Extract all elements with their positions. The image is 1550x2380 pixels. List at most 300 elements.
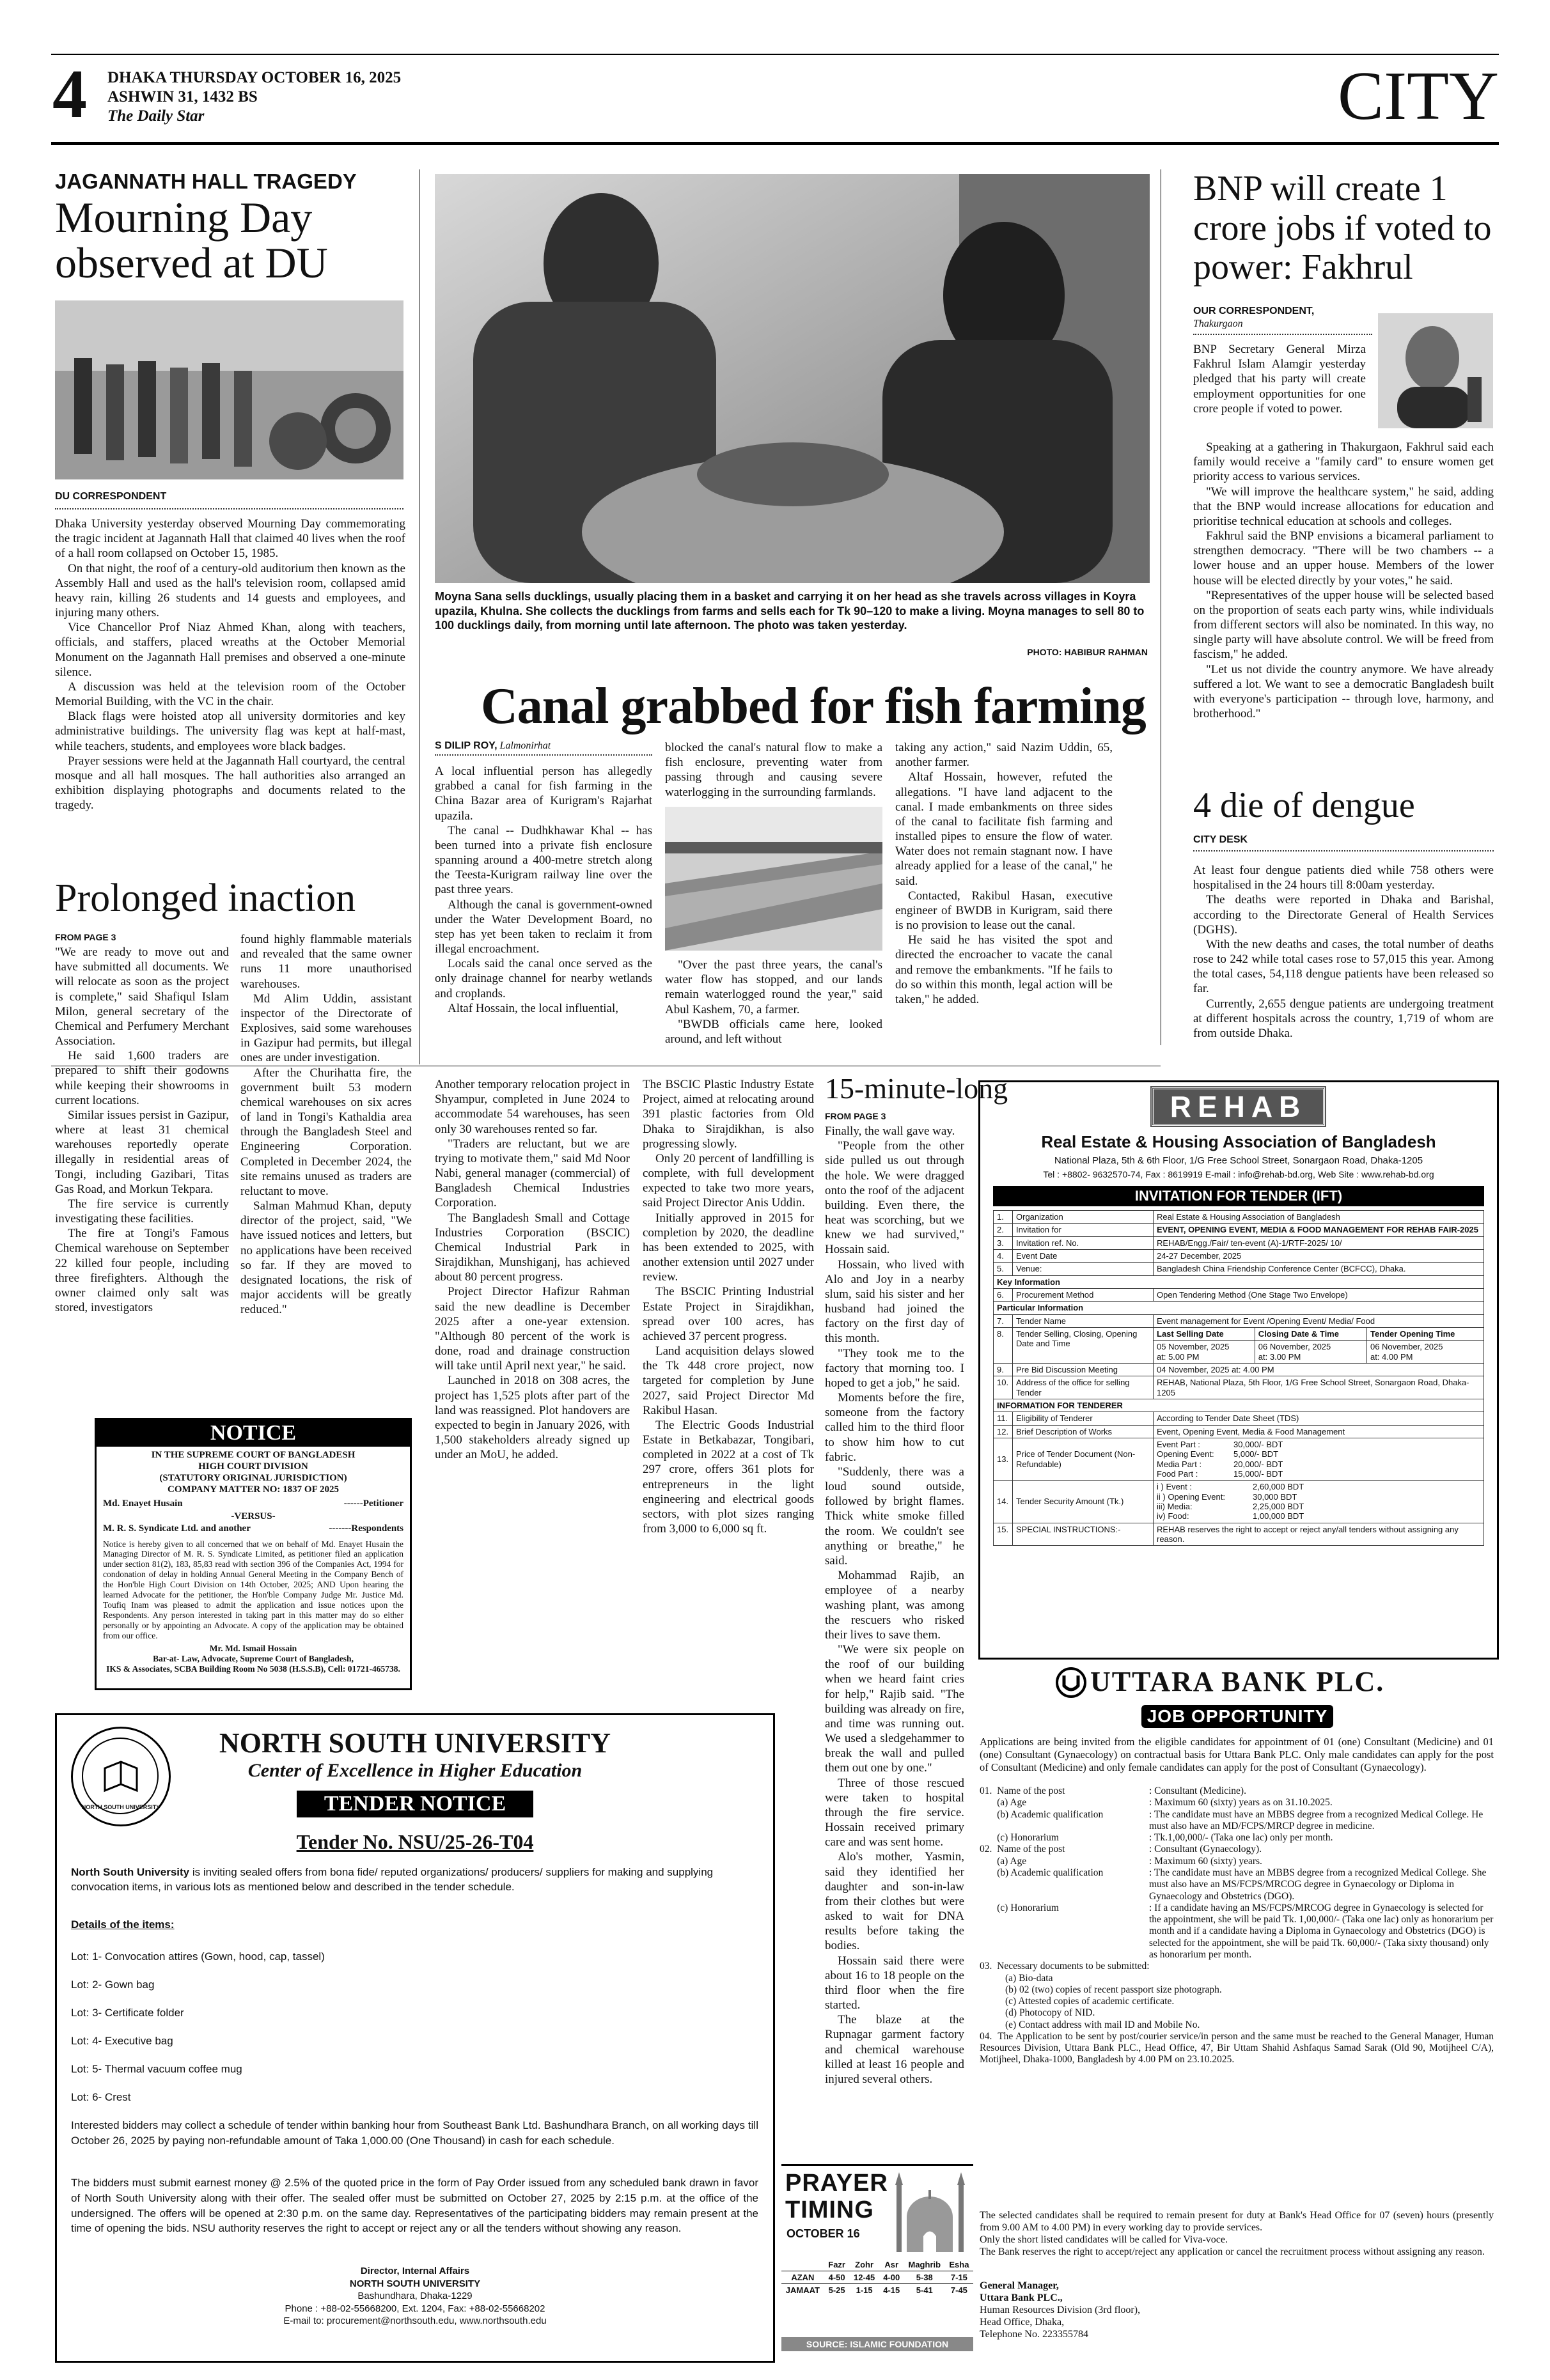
list-item: (a) Bio-data [1005, 1972, 1053, 1984]
rehab-name: Real Estate & Housing Association of Bangladesh [1041, 1132, 1436, 1151]
table-cell: Organization [1013, 1211, 1154, 1224]
rehab-address: National Plaza, 5th & 6th Floor, 1/G Free School Street, Sonargaon Road, Dhaka-1205 [1054, 1155, 1423, 1166]
job-signature [980, 2280, 1140, 2340]
table-cell: 7. [994, 1314, 1013, 1327]
table-row [994, 1425, 1484, 1438]
list-item: Lot: 2- Gown bag [71, 1979, 155, 1991]
paragraph: "Representatives of the upper house will be selected based on the proportion of seats each party wins, while individuals from different sectors will also be nominated. In this way, no single party will have absolute control. We will be freed from fascism," he added. [1193, 588, 1494, 662]
paragraph: The blaze at the Rupnagar garment factory and chemical warehouse killed at least 16 people and injured several others. [825, 2013, 964, 2086]
prayer-table [781, 2259, 973, 2296]
paragraph: Mohammad Rajib, an employee of a nearby washing plant, was among the rescuers who risked their lives to save them. [825, 1569, 964, 1642]
table-cell: 13. [994, 1438, 1013, 1480]
table-cell: 6. [994, 1288, 1013, 1301]
table-cell: Key Information [994, 1275, 1484, 1288]
table-cell: Procurement Method [1013, 1288, 1154, 1301]
photo-illustration [55, 300, 403, 479]
table-cell [1154, 1341, 1255, 1363]
table-row [994, 1412, 1484, 1425]
seal-text: NORTH SOUTH UNIVERSITY [81, 1804, 160, 1810]
nsu-name: NORTH SOUTH UNIVERSITY [219, 1727, 611, 1759]
table-row [994, 1211, 1484, 1224]
table-row [781, 2284, 973, 2297]
notice-line: COMPANY MATTER NO: 1837 OF 2025 [168, 1484, 339, 1495]
ducklings-photo [435, 174, 1150, 583]
court-notice [95, 1418, 412, 1690]
date: 06 November, 2025 [1258, 1342, 1331, 1352]
security-label: iv) Food: [1157, 1511, 1189, 1521]
respondent-role: -------Respondents [329, 1523, 403, 1534]
rehab-tender-ad [978, 1080, 1499, 1660]
table-cell: 12-45 [854, 2273, 875, 2282]
table-cell: 4. [994, 1249, 1013, 1262]
tender-banner: TENDER NOTICE [297, 1791, 533, 1817]
table-cell [1154, 1327, 1484, 1363]
prayer-title: PRAYER [785, 2170, 888, 2197]
table-cell: 04 November, 2025 at: 4.00 PM [1154, 1363, 1484, 1376]
security-value: 2,60,000 BDT [1253, 1482, 1304, 1492]
paragraph: Launched in 2018 on 308 acres, the project has 1,525 plots after part of the land was reassigned. Plot handovers are expected to begin in January 2026, with 1,500 stakeholders already signed up under an MoU, he added. [435, 1374, 630, 1462]
security-value: 30,000 BDT [1253, 1491, 1297, 1502]
table-row [994, 1314, 1484, 1327]
table-cell: INFORMATION FOR TENDERER [994, 1399, 1484, 1412]
paragraph: Speaking at a gathering in Thakurgaon, Fakhrul said each family would receive a "family card" to ensure women get priority access to various services. [1193, 440, 1494, 484]
from-page: FROM PAGE 3 [55, 932, 116, 942]
table-cell: AZAN [791, 2273, 815, 2282]
paragraph: Only 20 percent of landfilling is complete, with full development expected to take two more years, said Project Director Anis Uddin. [643, 1151, 814, 1210]
notice-line: IN THE SUPREME COURT OF BANGLADESH [151, 1450, 356, 1460]
item-value: : Maximum 60 (sixty) years. [1149, 1855, 1262, 1867]
table-cell: 5-38 [916, 2273, 933, 2282]
paragraph: blocked the canal's natural flow to make a fish enclosure, preventing water from passing through and causing severe waterlogging in the surrounding farmlands. [665, 741, 882, 799]
sign-line: Head Office, Dhaka, [980, 2316, 1065, 2328]
paragraph: Moments before the fire, someone from the factory called him to the third floor to show him how to cut fabric. [825, 1391, 964, 1464]
table-row [994, 1481, 1484, 1523]
paragraph: Altaf Hossain, the local influential, [448, 1001, 618, 1015]
item-value: : Maximum 60 (sixty) years as on 31.10.2025. [1149, 1797, 1333, 1808]
time: at: 5.00 PM [1157, 1351, 1200, 1362]
paragraph: A discussion was held at the television room of the October Memorial Building, with the VC in the chair. [55, 680, 405, 709]
table-cell: Real Estate & Housing Association of Bangladesh [1154, 1211, 1484, 1224]
table-cell: 4-15 [883, 2285, 900, 2295]
paragraph: The canal -- Dudhkhawar Khal -- has been turned into a private fish enclosure spanning around a 400-metre stretch along the Teesta-Kurigram railway line over the past three years. [435, 823, 652, 897]
table-cell: Tender Name [1013, 1314, 1154, 1327]
book-icon [102, 1755, 140, 1797]
paragraph: "Traders are reluctant, but we are trying to motivate them," said Md Noor Nabi, general manager (commercial) of Bangladesh Chemical Industries Corporation. [435, 1137, 630, 1210]
list-item [980, 1785, 1494, 1797]
table-cell: 11. [994, 1412, 1013, 1425]
canal-photo [665, 807, 882, 951]
table-cell: Asr [884, 2260, 899, 2269]
table-cell [1255, 1341, 1366, 1363]
list-item: (b) 02 (two) copies of recent passport size photograph. [1005, 1984, 1222, 1995]
paragraph: The deaths were reported in Dhaka and Barishal, according to the Directorate General of Health Services (DGHS). [1193, 893, 1494, 937]
table-cell: Brief Description of Works [1013, 1425, 1154, 1438]
paragraph: "Over the past three years, the canal's water flow has stopped, and our lands remain waterlogged round the year," said Abul Kashem, 70, a farmer. [665, 958, 882, 1016]
bangla-date: ASHWIN 31, 1432 BS [107, 88, 258, 105]
table-cell: SPECIAL INSTRUCTIONS:- [1013, 1523, 1154, 1546]
table-cell: Zohr [855, 2260, 874, 2269]
paragraph: He said he has visited the spot and directed the encroacher to vacate the canal and remove the embankments. "If he fails to do so within this month, legal action will be taken," he added. [895, 933, 1113, 1006]
table-cell: 12. [994, 1425, 1013, 1438]
table-cell: 3. [994, 1236, 1013, 1249]
nsu-intro [71, 1865, 758, 1895]
table-row [994, 1288, 1484, 1301]
headline-canal: Canal grabbed for fish farming [481, 678, 1146, 735]
paragraph: At least four dengue patients died while 758 others were hospitalised in the 24 hours till 8:00am yesterday. [1193, 864, 1494, 892]
table-row [994, 1438, 1484, 1480]
item-label: (a) Age [980, 1855, 1027, 1867]
petitioner: Md. Enayet Husain [103, 1498, 183, 1509]
paragraph: Hossain, who lived with Alo and Joy in a nearby slum, said his sister and her husband had joined the factory on the first day of this month. [825, 1257, 964, 1346]
table-cell: Open Tendering Method (One Stage Two Envelope) [1154, 1288, 1484, 1301]
price-value: 30,000/- BDT [1233, 1439, 1283, 1449]
list-item: 04. The Application to be sent by post/courier service/in person and the same must be reached to the General Manager, Human Resources Division, Uttara Bank PLC., Head Office, 47, Bir Uttam Shahid Ashfaqus Samad Sarak (Old 90, Motijheel C/A), Motijheel, Dhaka-1000, Bangladesh by 4.00 PM on 23.10.2025. [980, 2030, 1496, 2065]
paragraph: "We are ready to move out and have submitted all documents. We will relocate as soon as the project is complete," said Shafiqul Islam Milon, general secretary of the Chemical and Perfumery Merchant Association. [55, 945, 229, 1048]
intro-text: is inviting sealed offers from bona fide/ reputed organizations/ producers/ suppliers for making and supplying convocation items, in various lots as mentioned below and described in the tender schedule. [71, 1866, 714, 1893]
security-label: i ) Event : [1157, 1482, 1192, 1492]
table-cell: 5. [994, 1263, 1013, 1275]
table-cell: EVENT, OPENING EVENT, MEDIA & FOOD MANAGEMENT FOR REHAB FAIR-2025 [1154, 1224, 1484, 1236]
list-item: Lot: 5- Thermal vacuum coffee mug [71, 2063, 242, 2075]
photo-credit: PHOTO: HABIBUR RAHMAN [1027, 647, 1148, 657]
table-cell: Tender Selling, Closing, Opening Date and Time [1013, 1327, 1154, 1363]
headline-prolonged: Prolonged inaction [55, 876, 356, 920]
item-label: (b) Academic qualification [980, 1808, 1104, 1820]
table-cell: JAMAAT [785, 2285, 820, 2295]
price-value: 20,000/- BDT [1233, 1459, 1283, 1469]
table-row [994, 1376, 1484, 1399]
paragraph: Initially approved in 2015 for completion by 2020, the deadline has been extended to 2025, with another extension until 2027 under review. [643, 1211, 814, 1284]
table-cell: 5-25 [828, 2285, 845, 2295]
paragraph: The Electric Goods Industrial Estate in Betkabazar, Tongibari, completed in 2022 at a cost of Tk 297 crore, offers 361 plots for entrepreneurs in the light engineering and electrical goods sectors, with plot sizes ranging from 3,000 to 6,000 sq ft. [643, 1418, 814, 1536]
from-page: FROM PAGE 3 [825, 1111, 886, 1121]
closing-line: Only the short listed candidates will be called for Viva-voce. [980, 2234, 1228, 2245]
table-cell: Price of Tender Document (Non-Refundable) [1013, 1438, 1154, 1480]
dateline: DHAKA THURSDAY OCTOBER 16, 2025 [107, 69, 402, 86]
kicker: JAGANNATH HALL TRAGEDY [55, 169, 357, 193]
paragraph: Salman Mahmud Khan, deputy director of the project, said, "We have issued notices and letters, but no applications have been received so far. If they are moved to designated locations, the risk of major accidents will be greatly reduced." [240, 1199, 412, 1317]
nsu-footer [185, 2265, 645, 2328]
prayer-date: OCTOBER 16 [787, 2227, 860, 2240]
lot-list [71, 1943, 325, 2112]
paragraph: taking any action," said Nazim Uddin, 65, another farmer. [895, 741, 1113, 770]
table-row [781, 2259, 973, 2271]
article-body [825, 1124, 964, 2087]
article-body [240, 932, 412, 1317]
time: at: 3.00 PM [1258, 1351, 1301, 1362]
table-cell: Event Date [1013, 1249, 1154, 1262]
item-label: 02. Name of the post [980, 1844, 1065, 1855]
date: 05 November, 2025 [1157, 1342, 1230, 1352]
list-item: (d) Photocopy of NID. [1005, 2007, 1095, 2019]
footer-line: Bashundhara, Dhaka-1229 [357, 2291, 473, 2301]
respondent: M. R. S. Syndicate Ltd. and another [103, 1523, 251, 1534]
list-item: Lot: 3- Certificate folder [71, 2007, 184, 2019]
paragraph: He said 1,600 traders are prepared to shift their godowns while keeping their showrooms in current locations. [55, 1049, 229, 1107]
list-item [980, 1832, 1494, 1844]
signatory: Mr. Md. Ismail Hossain [209, 1643, 297, 1653]
table-cell [781, 2259, 824, 2271]
paragraph: Md Alim Uddin, assistant inspector of the Directorate of Explosives, said some warehouses in Gazipur had permits, but illegal ones are under investigation. [240, 992, 412, 1065]
tender-banner: INVITATION FOR TENDER (IFT) [993, 1186, 1484, 1206]
paragraph: On that night, the roof of a century-old auditorium then known as the Assembly Hall and used as the hall's television room, collapsed amid heavy rain, killing 26 students and 14 guests and employees, and injuring many others. [55, 561, 405, 620]
paragraph: Hossain said there were about 16 to 18 people on the third floor when the fire started. [825, 1954, 964, 2012]
paragraph: Fakhrul said the BNP envisions a bicameral parliament to strengthen democracy. "There will be two chambers -- a lower house and an upper house. Members of the lower house will be elected directly by your votes," he said. [1193, 529, 1494, 587]
article-body [895, 740, 1113, 1007]
paragraph: Land acquisition delays slowed the Tk 448 crore project, now targeted for completion by June 2027, said Project Director Md Rakibul Hasan. [643, 1344, 814, 1417]
prayer-source: SOURCE: ISLAMIC FOUNDATION [781, 2337, 973, 2351]
table-cell: REHAB reserves the right to accept or reject any/all tenders without assigning any reason. [1154, 1523, 1484, 1546]
table-row [994, 1302, 1484, 1314]
list-item: (e) Contact address with mail ID and Mobile No. [1005, 2019, 1200, 2030]
table-cell: 14. [994, 1481, 1013, 1523]
paragraph: The BSCIC Printing Industrial Estate Project in Sirajdikhan, spread over 100 acres, has achieved 37 percent progress. [643, 1285, 814, 1343]
price-label: Food Part : [1157, 1468, 1198, 1479]
nsu-seal [71, 1727, 171, 1826]
list-item [980, 1902, 1494, 1961]
list-item [980, 1844, 1494, 1855]
time: at: 4.00 PM [1370, 1351, 1413, 1362]
price-value: 5,000/- BDT [1233, 1449, 1279, 1459]
fakhrul-photo [1378, 313, 1493, 428]
table-row [994, 1249, 1484, 1262]
table-cell: Tender Security Amount (Tk.) [1013, 1481, 1154, 1523]
byline-location: Lalmonirhat [499, 740, 551, 751]
paragraph: The fire at Tongi's Famous Chemical warehouse on September 22 killed four people, including three firefighters. Although the owner claimed only salt was stored, investigators [55, 1227, 229, 1315]
price-label: Event Part : [1157, 1439, 1200, 1449]
table-cell [1154, 1481, 1484, 1523]
paragraph: Dhaka University yesterday observed Mourning Day commemorating the tragic incident at Jagannath Hall that claimed 40 lives when the roof of a hall room collapsed on October 15, 1985. [55, 517, 405, 561]
prayer-title: TIMING [785, 2197, 874, 2223]
photo-illustration [435, 174, 1150, 583]
paragraph: The BSCIC Plastic Industry Estate Project, aimed at relocating around 391 plastic factories from Old Dhaka to Sirajdikhan, is also progressing slowly. [643, 1078, 814, 1151]
paragraph: Currently, 2,655 dengue patients are undergoing treatment at different hospitals across the country, 1,719 of whom are from outside Dhaka. [1193, 997, 1494, 1040]
nsu-tagline: Center of Excellence in Higher Education [247, 1760, 583, 1781]
table-cell: Bangladesh China Friendship Conference Center (BCFCC), Dhaka. [1154, 1263, 1484, 1275]
closing-line: The Bank reserves the right to accept/reject any application or cancel the recruitment process without assigning any reason. [980, 2246, 1485, 2257]
paragraph: The Bangladesh Small and Cottage Industries Corporation (BSCIC) Chemical Industrial Park in Sirajdikhan, Munshiganj, has achieved about 80 percent progress. [435, 1211, 630, 1284]
paragraph: "We were six people on the roof of our building when we heard faint cries for help," Rajib said. "The building was already on fire, and time was running out. We used a sledgehammer to break the wall and pulled them out one by one." [825, 1643, 964, 1775]
table-cell: 1. [994, 1211, 1013, 1224]
security-label: ii ) Opening Event: [1157, 1491, 1225, 1502]
table-row [994, 1523, 1484, 1546]
article-body [643, 1077, 814, 1536]
details-heading: Details of the items: [71, 1918, 175, 1931]
table-cell: REHAB/Engg./Fair/ ten-event (A)-1/RTF-2025/ 10/ [1154, 1236, 1484, 1249]
headline-bnp: BNP will create 1 crore jobs if voted to power: Fakhrul [1193, 169, 1492, 288]
prayer-timing-box [781, 2164, 973, 2358]
job-intro: Applications are being invited from the eligible candidates for appointment of 01 (one) Consultant (Medicine) and 01 (one) Consultant (Gynaecology) on contractual basis for Uttara Bank PLC. Only male candidates can apply for the post of Consultant (Medicine) and only female candidates can apply for the post of Consultant (Gynaecology). [980, 1736, 1494, 1773]
list-item [980, 1867, 1494, 1902]
table-row [994, 1275, 1484, 1288]
job-closing [980, 2210, 1494, 2259]
paragraph: Contacted, Rakibul Hasan, executive engineer of BWDB in Kurigram, said there is no provision to lease out the canal. [895, 889, 1113, 933]
paper-name: The Daily Star [107, 107, 205, 125]
table-cell: 9. [994, 1363, 1013, 1376]
price-label: Opening Event: [1157, 1449, 1214, 1459]
sign-line: General Manager, [980, 2280, 1059, 2291]
item-value: : Consultant (Medicine). [1149, 1785, 1246, 1796]
table-cell: Event, Opening Event, Media & Food Management [1154, 1425, 1484, 1438]
table-cell: 7-45 [950, 2285, 967, 2295]
paragraph: Another temporary relocation project in Shyampur, completed in June 2024 to accommodate 54 warehouses, has seen only 30 warehouses rented so far. [435, 1078, 630, 1136]
page-number: 4 [52, 56, 87, 132]
table-cell: Esha [949, 2260, 969, 2269]
item-label: (c) Honorarium [980, 1902, 1059, 1913]
tender-number: Tender No. NSU/25-26-T04 [296, 1830, 534, 1853]
table-row [994, 1327, 1484, 1363]
table-cell [1154, 1438, 1484, 1480]
table-cell: 2. [994, 1224, 1013, 1236]
table-cell: Pre Bid Discussion Meeting [1013, 1363, 1154, 1376]
photo-illustration [665, 807, 882, 951]
table-cell: Venue: [1013, 1263, 1154, 1275]
article-body [435, 1077, 630, 1462]
paragraph: "They took me to the factory that morning too. I hoped to get a job," he said. [825, 1346, 964, 1390]
paragraph: Alo's mother, Yasmin, said they identified her daughter and son-in-law from their clothes but were asked to wait for DNA results before taking the bodies. [825, 1850, 964, 1953]
list-item: Lot: 1- Convocation attires (Gown, hood, cap, tassel) [71, 1950, 325, 1963]
photo-illustration [1378, 313, 1493, 428]
list-item [980, 1809, 1494, 1833]
notice-body: Notice is hereby given to all concerned that we on behalf of Md. Enayet Husain the Managing Director of M. R. S. Syndicate Limited, as petitioner filed an application under section 81(2), 183, 85,83 read with section 396 of the Companies Act, 1994 for condonation of delay in holding Annual General Meeting in the Company Bench of the Hon'ble High Court Division on 14th October, 2025; AND Upon hearing the learned Advocate for the petitioner, the Hon'ble Company Judge Mr. Justice Md. Toufiq Inam was pleased to admit the application and issue notices upon the Respondents. Any person interested in taking part in this matter may do so either personally or by appointing an Advocate. A copy of the application may be obtained from our office. [103, 1539, 403, 1640]
list-item [980, 1856, 1494, 1867]
table-cell: Address of the office for selling Tender [1013, 1376, 1154, 1399]
table-cell: Eligibility of Tenderer [1013, 1412, 1154, 1425]
table-cell: Fazr [828, 2260, 845, 2269]
price-value: 15,000/- BDT [1233, 1468, 1283, 1479]
table-row [994, 1399, 1484, 1412]
price-label: Media Part : [1157, 1459, 1202, 1469]
security-label: iii) Media: [1157, 1501, 1193, 1511]
security-value: 1,00,000 BDT [1253, 1511, 1304, 1521]
docs-heading: 03. Necessary documents to be submitted: [980, 1961, 1150, 1972]
photo-caption: Moyna Sana sells ducklings, usually placing them in a basket and carrying it on her head as she travels across villages in Koyra upazila, Khulna. She collects the ducklings from farms and sells each for Tk 90–120 to make a living. Moyna manages to sell 80 to 100 ducklings daily, from morning until late afternoon. The photo was taken yesterday. [435, 590, 1145, 632]
table-cell: 7-15 [950, 2273, 967, 2282]
paragraph: Project Director Hafizur Rahman said the new deadline is December 2025 after a one-year extension. "Although 80 percent of the work is done, road and drainage construction will take until April next year," he said. [435, 1285, 630, 1373]
item-label: (a) Age [980, 1797, 1027, 1808]
notice-line: (STATUTORY ORIGINAL JURISDICTION) [159, 1473, 347, 1483]
headline-jagannath: Mourning Day observed at DU [55, 193, 328, 288]
table-cell: Tender Opening Time [1366, 1328, 1483, 1341]
byline: CITY DESK [1193, 834, 1248, 845]
table-cell [1366, 1341, 1483, 1363]
section-title: CITY [1338, 58, 1499, 134]
sign-line: Telephone No. 223355784 [980, 2328, 1088, 2340]
table-cell: REHAB, National Plaza, 5th Floor, 1/G Free School Street, Sonargaon Road, Dhaka-1205 [1154, 1376, 1484, 1399]
headline-dengue: 4 die of dengue [1193, 786, 1415, 825]
intro-bold: North South University [71, 1866, 190, 1878]
article-body [1193, 440, 1494, 721]
table-cell: Particular Information [994, 1302, 1484, 1314]
item-label: 01. Name of the post [980, 1785, 1065, 1796]
uttara-bank-ad [978, 1665, 1495, 2359]
table-cell: Closing Date & Time [1255, 1328, 1366, 1341]
article-lead [1193, 342, 1366, 416]
list-item: Lot: 6- Crest [71, 2091, 131, 2103]
table-cell: 10. [994, 1376, 1013, 1399]
byline-location: Thakurgaon [1193, 318, 1243, 329]
paragraph: Although the canal is government-owned under the Water Development Board, no step has yet been taken to reclaim it from illegal encroachment. [435, 898, 652, 956]
paragraph: Prayer sessions were held at the Jagannath Hall courtyard, the central mosque and all hall mosques. The hall authorities also arranged an exhibition displaying photographs and documents related to the tragedy. [55, 754, 405, 813]
item-value: : The candidate must have an MBBS degree from a recognized Medical College. She must also have an MS/FCPS/MRCOG degree in Gynaecology or Diploma in Gynaecology and Obstetrics (DGO). [1149, 1867, 1487, 1902]
mosque-icon [890, 2166, 970, 2255]
table-cell: 24-27 December, 2025 [1154, 1249, 1484, 1262]
paragraph: A local influential person has allegedly grabbed a canal for fish farming in the China Bazar area of Kurigram's Rajarhat upazila. [435, 765, 652, 823]
paragraph: Vice Chancellor Prof Niaz Ahmed Khan, along with teachers, officials, and staffers, placed wreaths at the October Memorial Monument on the Jagannath Hall premises and observed a one-minute silence. [55, 621, 405, 679]
article-body [55, 945, 229, 1315]
table-row [994, 1363, 1484, 1376]
table-cell: Invitation ref. No. [1013, 1236, 1154, 1249]
table-cell: Event management for Event /Opening Event/ Media/ Food [1154, 1314, 1484, 1327]
article-body [665, 740, 882, 800]
versus: -VERSUS- [231, 1511, 276, 1521]
paragraph: Three of those rescued were taken to hospital through the fire service. Hossain received primary care and was sent home. [825, 1776, 964, 1849]
table-cell: 4-50 [828, 2273, 845, 2282]
table-cell: Invitation for [1013, 1224, 1154, 1236]
security-value: 2,25,000 BDT [1253, 1501, 1304, 1511]
headline-fifteen: 15-minute-long [825, 1072, 1008, 1105]
petitioner-role: ------Petitioner [343, 1498, 403, 1509]
paragraph: Black flags were hoisted atop all university dormitories and key administrative buildings. The university flag was kept at half-mast, while teachers, students, and employees wore black badges. [55, 710, 405, 753]
table-cell: 8. [994, 1327, 1013, 1363]
paragraph: Similar issues persist in Gazipur, where at least 31 chemical warehouses reportedly operate illegally in residential areas of Tongi, including Gazibari, Titas Gas Road, and Morkun Tekpara. [55, 1108, 229, 1196]
paragraph: BNP Secretary General Mirza Fakhrul Islam Alamgir yesterday pledged that his party will create employment opportunities for one crore people if voted to power. [1193, 343, 1366, 416]
item-value: : Consultant (Gynaecology). [1149, 1844, 1262, 1855]
footer-line: NORTH SOUTH UNIVERSITY [349, 2278, 481, 2289]
earnest-text: The bidders must submit earnest money @ 2.5% of the quoted price in the form of Pay Order issued from any scheduled bank drawn in favor of North South University along with their offer. The sealed offer must be submitted on October 27, 2025 by 2:15 p.m. at the office of the undersigned. The offers will be opened at 2:30 p.m. on the same day. Representatives of the participating bidders may remain present at the time of opening the bids. NSU authority reserves the right to accept or reject any or all the tenders without showing any reason. [71, 2177, 758, 2235]
article-body [1193, 863, 1494, 1041]
item-value: : The candidate must have an MBBS degree from a recognized Medical College. He must also have an MD/FCPS/MRCP degree in medicine. [1149, 1808, 1483, 1832]
bank-name: UTTARA BANK PLC. [1090, 1666, 1385, 1697]
schedule-text: Interested bidders may collect a schedule of tender within banking hour from Southeast Bank Ltd. Bashundhara Branch, on all working days till October 26, 2025 by paying non-refundable amount of Taka 1,000.00 (One Thousand) in cash for each schedule. [71, 2119, 758, 2147]
date: 06 November, 2025 [1370, 1342, 1443, 1352]
paragraph: Finally, the wall gave way. [825, 1124, 955, 1138]
nsu-tender-ad [55, 1713, 775, 2363]
paragraph: "People from the other side pulled us out through the hole. We were dragged onto the roof of the adjacent building. Even there, the heat was scorching, but we knew we had survived," Hossain said. [825, 1139, 964, 1257]
table-cell: Last Selling Date [1154, 1328, 1255, 1341]
rehab-logo: REHAB [1152, 1087, 1325, 1126]
item-label: (b) Academic qualification [980, 1867, 1104, 1878]
table-cell: 5-41 [916, 2285, 933, 2295]
tender-table [993, 1210, 1484, 1546]
paragraph: With the new deaths and cases, the total number of deaths rose to 242 while total cases rose to 57,015 this year. Among the total cases, 54,118 dengue patients have been released so far. [1193, 937, 1494, 996]
paragraph: After the Churihatta fire, the government built 53 modern chemical warehouses on six acres of land in Tongi's Kathaldia area through the Bangladesh Steel and Engineering Corporation. Completed in December 2024, the site remains unused as traders are reluctant to move. [240, 1066, 412, 1198]
mourning-photo [55, 300, 403, 479]
paragraph: "Let us not divide the country anymore. We have already suffered a lot. We want to see a democratic Bangladesh built with everyone's participation -- through love, harmony, and brotherhood." [1193, 662, 1494, 721]
notice-title: NOTICE [97, 1420, 410, 1447]
uttara-logo-icon [1055, 1667, 1087, 1699]
item-label: (c) Honorarium [980, 1832, 1059, 1844]
article-body [665, 958, 882, 1046]
paragraph: "We will improve the healthcare system," he said, adding that the BNP would increase allocations for education and prioritise technical education at schools and colleges. [1193, 485, 1494, 528]
table-row [994, 1236, 1484, 1249]
table-cell: According to Tender Date Sheet (TDS) [1154, 1412, 1484, 1425]
item-value: : Tk.1,00,000/- (Taka one lac) only per month. [1149, 1832, 1333, 1844]
job-banner: JOB OPPORTUNITY [1141, 1705, 1333, 1728]
sign-line: Human Resources Division (3rd floor), [980, 2304, 1141, 2315]
paragraph: Locals said the canal once served as the only drainage channel for nearby wetlands and croplands. [435, 957, 652, 1000]
job-items [980, 1785, 1494, 2066]
signatory-firm: IKS & Associates, SCBA Building Room No 5038 (H.S.S.B), Cell: 01721-465738. [106, 1664, 400, 1674]
notice-line: HIGH COURT DIVISION [198, 1461, 308, 1472]
footer-line: Director, Internal Affairs [360, 2266, 470, 2276]
table-row [781, 2271, 973, 2284]
table-cell: 4-00 [883, 2273, 900, 2282]
article-body [55, 517, 405, 813]
list-item [980, 1797, 1494, 1808]
table-row [994, 1263, 1484, 1275]
article-body [435, 764, 652, 1016]
